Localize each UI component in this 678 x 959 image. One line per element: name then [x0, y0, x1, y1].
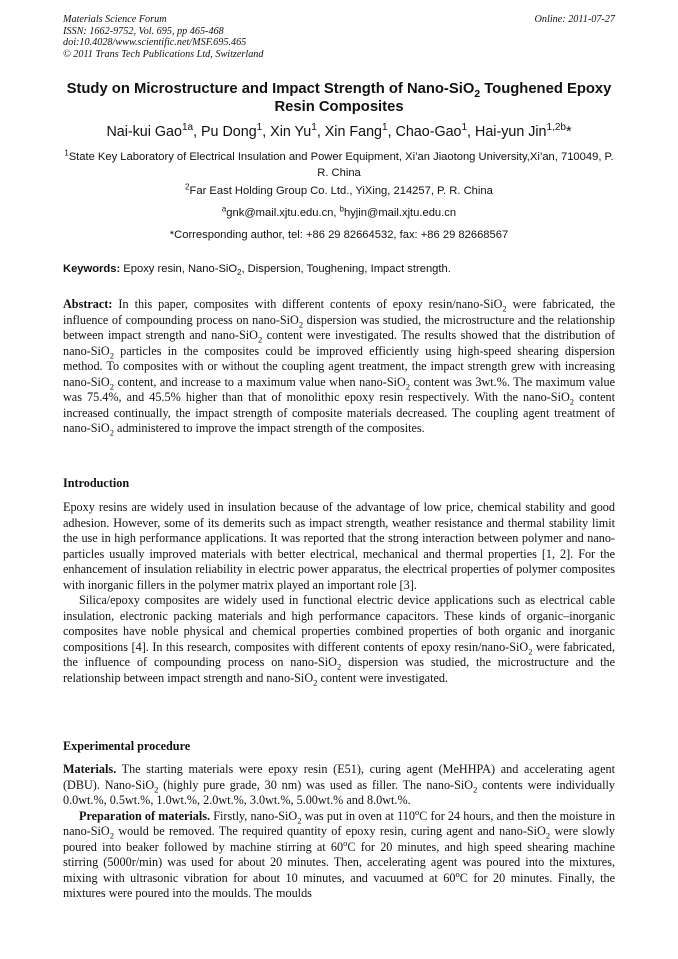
title-subscript: 2 — [474, 88, 481, 100]
paragraph: Silica/epoxy composites are widely used in functional electric device applications such as electrical cable insulation, electronic packing materials and high performance capacitors. These kinds of organic–inorganic composites have noble physical and chemical properties combined properties of both organic and inorganic compositions [4]. In this research, composites with different contents of epoxy resin/nano-SiO$_2$ were fabricated, the influence of compounding process on nano-SiO$_2$ dispersion was studied, the microstructure and the relationship between impact strength and nano-SiO$_2$ content were investigated. — [63, 593, 615, 688]
keywords: Keywords: Epoxy resin, Nano-SiO$_2$, Dispersion, Toughening, Impact strength. — [63, 263, 451, 278]
introduction-body — [63, 500, 615, 687]
author: Nai-kui Gao$^{1a}$, — [106, 122, 202, 140]
journal-name: Materials Science Forum — [63, 14, 167, 25]
author: Hai-yun Jin$^{1,2b}$* — [475, 122, 572, 140]
keywords-label: Keywords: — [63, 263, 121, 275]
author: Chao-Gao$^1$, — [395, 122, 475, 140]
experimental-heading: Experimental procedure — [63, 739, 191, 753]
author-list — [63, 123, 615, 141]
affiliation-2: $^2$Far East Holding Group Co. Ltd., YiXing, 214257, P. R. China — [185, 182, 493, 197]
paper-title — [63, 80, 615, 116]
author: Xin Yu$^1$, — [270, 122, 325, 140]
author: Pu Dong$^1$, — [201, 122, 271, 140]
doi: doi:10.4028/www.scientific.net/MSF.695.465 — [63, 37, 247, 48]
issn: ISSN: 1662-9752, Vol. 695, pp 465-468 — [63, 25, 224, 37]
affiliation-1: $^1$State Key Laboratory of Electrical Insulation and Power Equipment, Xi’an Jiaotong University,Xi’an, 710049, P. R. China — [64, 148, 614, 179]
author-emails: $^a$gnk@mail.xjtu.edu.cn, $^b$hyjin@mail.xjtu.edu.cn — [221, 204, 457, 219]
title-text-end: Toughened Epoxy Resin Composites — [274, 81, 612, 115]
paragraph: Materials. The starting materials were epoxy resin (E51), curing agent (MeHHPA) and accelerating agent (DBU). Nano-SiO$_2$ (highly pure grade, 30 nm) was used as filler. The nano-SiO$_2$ contents were individually 0.0wt.%, 0.5wt.%, 1.0wt.%, 2.0wt.%, 3.0wt.%, 5.00wt.% and 8.0wt.%. — [63, 762, 615, 808]
author: Xin Fang$^1$, — [324, 122, 396, 140]
journal-header — [63, 14, 615, 60]
introduction-heading: Introduction — [63, 476, 130, 490]
corresponding-author: *Corresponding author, tel: +86 29 82664532, fax: +86 29 82668567 — [169, 229, 509, 241]
abstract-label: Abstract: — [63, 297, 113, 311]
abstract: Abstract: In this paper, composites with different contents of epoxy resin/nano-SiO$_2$ were fabricated, the influence of compounding process on nano-SiO$_2$ dispersion was studied, the microstructure and the relationship between impact strength and nano-SiO$_2$ content were investigated. The results showed that the distribution of nano-SiO$_2$ particles in the composites could be improved efficiently using high-speed shearing dispersion method. To composites with or without the coupling agent treatment, the impact strength grew with increasing nano-SiO$_2$ content, and increase to a maximum value when nano-SiO$_2$ content was 3wt.%. The maximum value was 75.4%, and 45.5% higher than that of monolithic epoxy resin respectively. With the nano-SiO$_2$ content increased continually, the impact strength of composite materials decreased. The coupling agent treatment of nano-SiO$_2$ administered to improve the impact strength of the composites. — [63, 297, 616, 438]
title-text: Study on Microstructure and Impact Strength of Nano-SiO — [66, 81, 475, 97]
paragraph: Preparation of materials. Firstly, nano-SiO$_2$ was put in oven at 110$^o$C for 24 hours, and then the moisture in nano-SiO$_2$ would be removed. The required quantity of epoxy resin, curing agent and nano-SiO$_2$ were slowly poured into beaker followed by machine stirring at 60$^o$C for 20 minutes, and high speed shearing machine stirring (5000r/min) was used for about 20 minutes. Then, accelerating agent was poured into the mixtures, mixing with ultrasonic vibration for about 10 minutes, and vacuumed at 60$^o$C for 20 minutes. Finally, the mixtures were poured into the moulds. The moulds — [63, 806, 615, 901]
online-date: Online: 2011-07-27 — [534, 14, 615, 25]
experimental-body — [63, 762, 615, 902]
copyright: © 2011 Trans Tech Publications Ltd, Switzerland — [63, 48, 264, 60]
paragraph: Epoxy resins are widely used in insulation because of the advantage of low price, chemical stability and good adhesion. However, some of its demerits such as impact strength, weather resistance and thermal stability limit the use in high performance applications. It was reported that the strong interaction between polymer and nano-particles usually improved materials with better electrical, mechanical and thermal properties [1, 2]. For the enhancement of insulation reliability in electric power apparatus, the electrical properties of polymer composites with inorganic fillers in the polymer matrix played an important role [3]. — [63, 500, 615, 592]
